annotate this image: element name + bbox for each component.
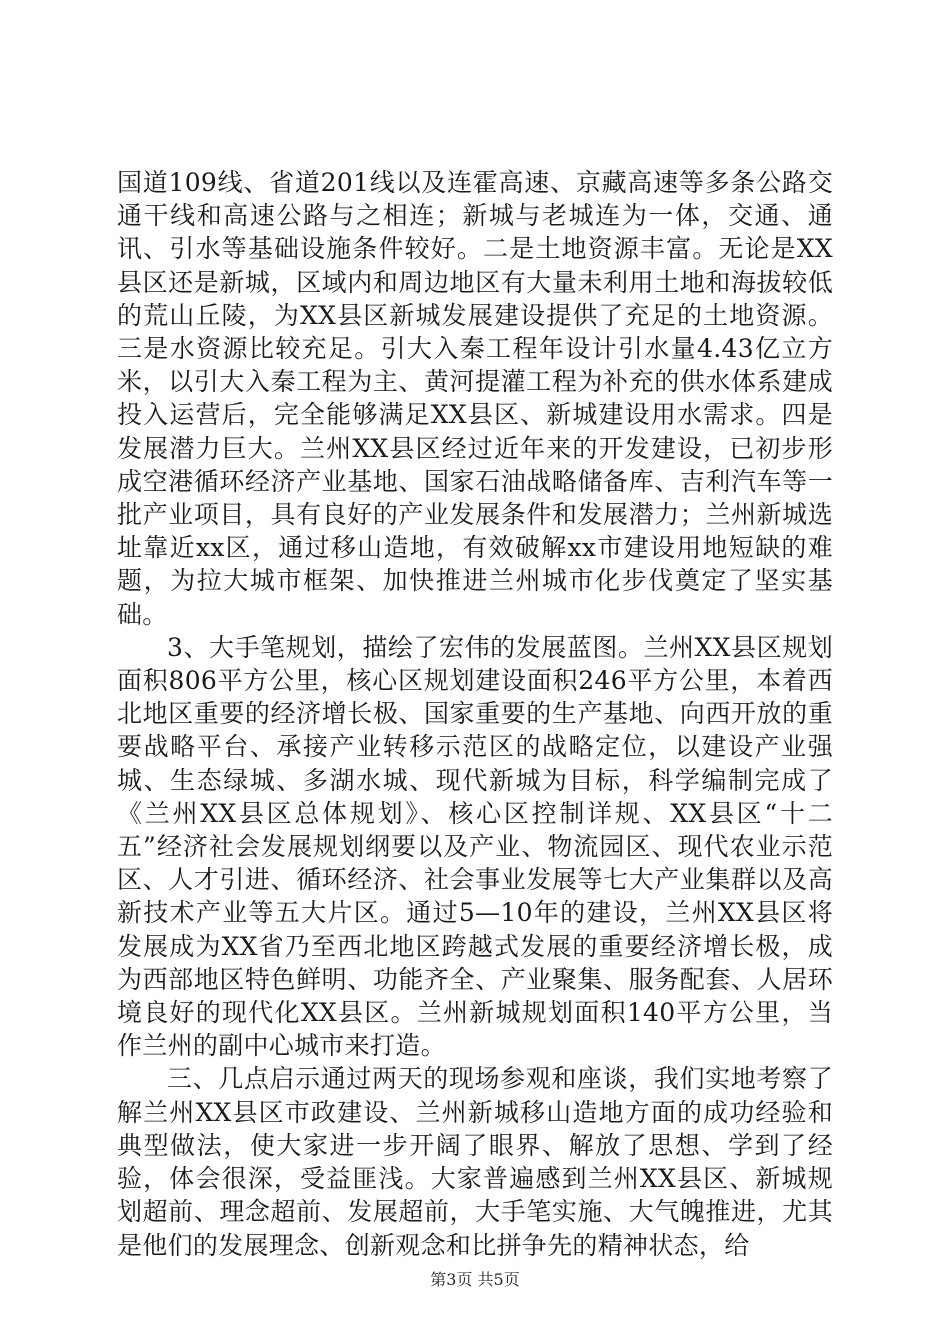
paragraph-planning: 3、大手笔规划，描绘了宏伟的发展蓝图。兰州XX县区规划面积806平方公里，核心区规划建设面积246平方公里，本着西北地区重要的经济增长极、国家重要的生产基地、向西开放的重要战略平台、承接产业转移示范区的战略定位，以建设产业强城、生态绿城、多湖水城、现代新城为目标，科学编制完成了《兰州XX县区总体规划》、核心区控制详规、XX县区“十二五”经济社会发展规划纲要以及产业、物流园区、现代农业示范区、人才引进、循环经济、社会事业发展等七大产业集群以及高新技术产业等五大片区。通过5—10年的建设，兰州XX县区将发展成为XX省乃至西北地区跨越式发展的重要经济增长极，成为西部地区特色鲜明、功能齐全、产业聚集、服务配套、人居环境良好的现代化XX县区。兰州新城规划面积140平方公里，当作兰州的副中心城市来打造。 bbox=[117, 632, 833, 1061]
document-body bbox=[117, 166, 833, 1262]
paragraph-continuation: 国道109线、省道201线以及连霍高速、京藏高速等多条公路交通干线和高速公路与之相连；新城与老城连为一体，交通、通讯、引水等基础设施条件较好。二是土地资源丰富。无论是XX县区还是新城，区域内和周边地区有大量未利用土地和海拔较低的荒山丘陵，为XX县区新城发展建设提供了充足的土地资源。三是水资源比较充足。引大入秦工程年设计引水量4.43亿立方米，以引大入秦工程为主、黄河提灌工程为补充的供水体系建成投入运营后，完全能够满足XX县区、新城建设用水需求。四是发展潜力巨大。兰州XX县区经过近年来的开发建设，已初步形成空港循环经济产业基地、国家石油战略储备库、吉利汽车等一批产业项目，具有良好的产业发展条件和发展潜力；兰州新城选址靠近xx区，通过移山造地，有效破解xx市建设用地短缺的难题，为拉大城市框架、加快推进兰州城市化步伐奠定了坚实基础。 bbox=[117, 168, 833, 629]
page-number-footer: 第3页 共5页 bbox=[430, 1270, 520, 1289]
paragraph-insights: 三、几点启示通过两天的现场参观和座谈，我们实地考察了解兰州XX县区市政建设、兰州新城移山造地方面的成功经验和典型做法，使大家进一步开阔了眼界、解放了思想、学到了经验，体会很深，受益匪浅。大家普遍感到兰州XX县区、新城规划超前、理念超前、发展超前，大手笔实施、大气魄推进，尤其是他们的发展理念、创新观念和比拼争先的精神状态，给 bbox=[117, 1064, 833, 1260]
